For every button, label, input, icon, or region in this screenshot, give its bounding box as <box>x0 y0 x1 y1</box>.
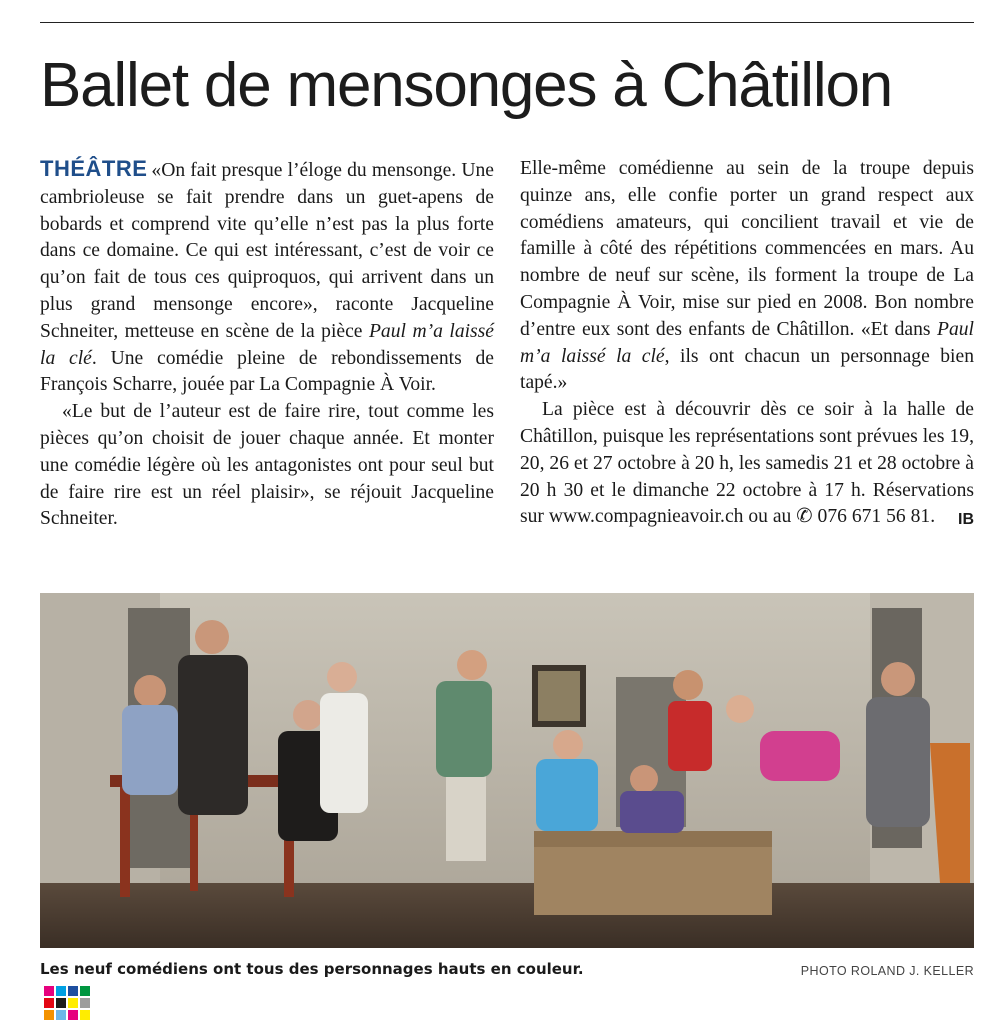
paragraph-1-end: . Une comédie pleine de rebondissements de François Scharre, jouée par La Compagnie À Voir. <box>40 347 494 396</box>
headline: Ballet de mensonges à Châtillon <box>40 51 893 120</box>
rubric-label: THÉÂTRE <box>40 156 148 181</box>
paragraph-4 <box>520 397 974 531</box>
photo-credit: PHOTO ROLAND J. KELLER <box>800 964 974 978</box>
paragraph-1 <box>40 156 494 399</box>
paragraph-2: «Le but de l’auteur est de faire rire, tout comme les pièces qu’on choisit de jouer chaque année. Et monter une comédie légère où les antagonistes ont pour seul but de faire rire est un réel plaisir», se réjouit Jacqueline Schneiter. <box>40 401 494 530</box>
color-swatch <box>56 998 66 1008</box>
color-swatch <box>68 1010 78 1020</box>
photo-caption: Les neuf comédiens ont tous des personnages hauts en couleur. <box>40 960 584 978</box>
color-swatch <box>68 998 78 1008</box>
play-title: Paul m’a laissé la clé <box>520 318 974 367</box>
top-rule <box>40 22 974 23</box>
color-swatch <box>80 986 90 996</box>
color-swatch <box>44 1010 54 1020</box>
paragraph-3 <box>520 156 974 397</box>
color-swatch <box>80 998 90 1008</box>
paragraph-4-text: La pièce est à découvrir dès ce soir à la halle de Châtillon, puisque les représentations sont prévues les 19, 20, 26 et 27 octobre à 20 h, les samedis 21 et 28 octobre à 20 h 30 et le dimanche 22 octobre à 17 h. Réservations sur www.compagnieavoir.ch ou au ✆ 076 671 56 81. <box>520 399 974 528</box>
color-swatch <box>44 998 54 1008</box>
print-color-bar <box>44 986 104 1024</box>
article-photo <box>40 593 974 948</box>
stage-scene-illustration <box>40 593 974 948</box>
paragraph-1-text: «On fait presque l’éloge du mensonge. Une cambrioleuse se fait prendre dans un guet-apens de bobards et comprend vite qu’elle n’est pas la plus forte dans ce domaine. Ce qui est intéressant, c’est de voir ce qu’on fait de tous ces quiproquos, qui arrivent dans un plus grand mensonge encore», raconte Jacqueline Schneiter, metteuse en scène de la pièce <box>40 160 494 342</box>
play-title: Paul m’a laissé la clé <box>40 320 495 369</box>
color-swatch <box>68 986 78 996</box>
color-swatch <box>56 1010 66 1020</box>
author-signature: IB <box>958 511 974 529</box>
color-swatch <box>56 986 66 996</box>
paragraph-3-text: Elle-même comédienne au sein de la troupe depuis quinze ans, elle confie porter un grand respect aux comédiens amateurs, qui concilient travail et vie de famille à côté des répétitions commencées en mars. Au nombre de neuf sur scène, ils forment la troupe de La Compagnie À Voir, mise sur pied en 2008. Bon nombre d’entre eux sont des enfants de Châtillon. «Et dans <box>520 158 974 340</box>
color-swatch <box>44 986 54 996</box>
color-swatch <box>80 1010 90 1020</box>
paragraph-3-end: , ils ont chacun un personnage bien tapé.» <box>520 345 974 394</box>
article-body <box>40 156 974 576</box>
